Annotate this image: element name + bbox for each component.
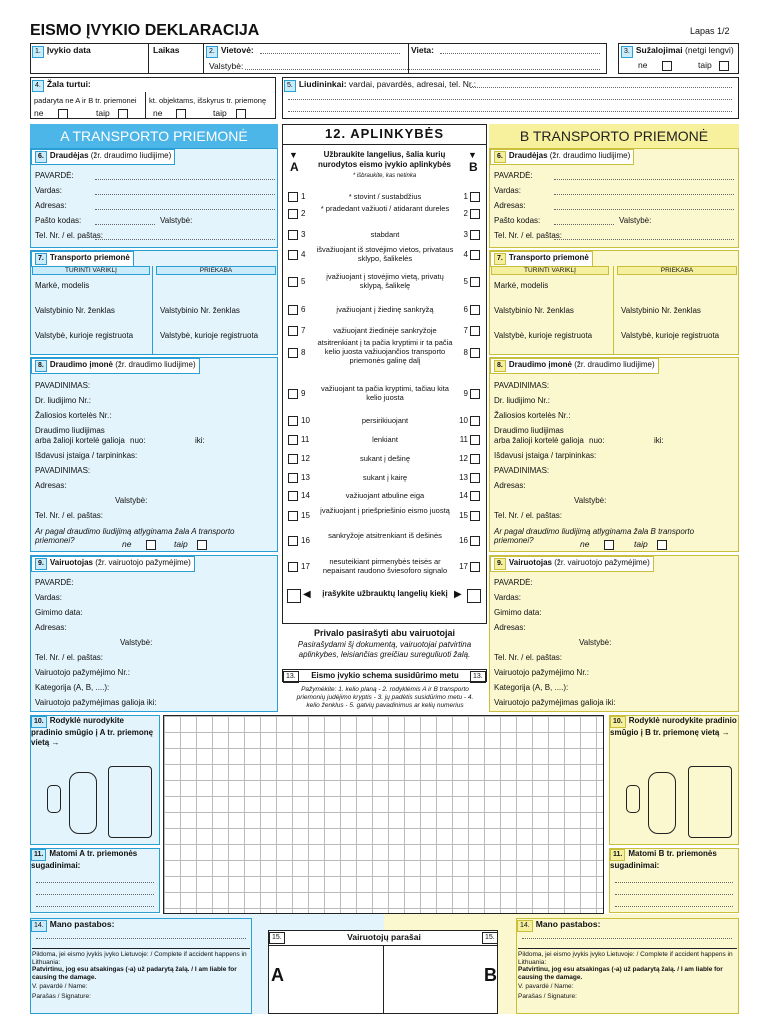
a-driver-field: Gimimo data: bbox=[35, 608, 83, 617]
circumstance-3-text: stabdant bbox=[370, 230, 400, 239]
b-circumstance-10-checkbox[interactable] bbox=[470, 416, 480, 426]
a-insurer-no-checkbox[interactable] bbox=[146, 540, 156, 550]
b-insured-field: Adresas: bbox=[494, 201, 526, 210]
circumstance-5-text: įvažiuojant į stovėjimo vietą, privatų sklypą, šalikelę bbox=[326, 272, 444, 290]
b-insured-field: Tel. Nr. / el. paštas: bbox=[494, 231, 563, 240]
b-insurer-field: Draudimo liudijimas bbox=[494, 426, 564, 435]
damage-object-no-checkbox[interactable] bbox=[176, 109, 186, 119]
count-instruction: įrašykite užbrauktų langelių kiekį bbox=[322, 589, 448, 598]
a-circumstance-17-checkbox[interactable] bbox=[288, 562, 298, 572]
circumstance-13-text: sukant į kairę bbox=[362, 473, 408, 482]
b-car-icon bbox=[648, 772, 676, 834]
spot-label: Vieta: bbox=[411, 45, 434, 55]
b-circumstance-7-checkbox[interactable] bbox=[470, 326, 480, 336]
a-insured-input[interactable] bbox=[95, 179, 275, 180]
page-title: EISMO ĮVYKIO DEKLARACIJA bbox=[30, 22, 260, 39]
a-driver-field: Vardas: bbox=[35, 593, 62, 602]
accident-sketch-grid[interactable] bbox=[163, 715, 604, 914]
b-insured-field: Vardas: bbox=[494, 186, 521, 195]
b-insurer-field: Adresas: bbox=[494, 481, 526, 490]
b-insured-input[interactable] bbox=[554, 239, 734, 240]
a-insured-input[interactable] bbox=[95, 209, 275, 210]
sign-title: Privalo pasirašyti abu vairuotojai bbox=[313, 628, 456, 638]
a-insured-field: PAVARDĖ: bbox=[35, 171, 74, 180]
a-down-arrow-icon: ▼ bbox=[289, 150, 298, 160]
a-insurer-field: PAVADINIMAS: bbox=[35, 466, 91, 475]
b-circumstance-4-checkbox[interactable] bbox=[470, 250, 480, 260]
signature-a-label: A bbox=[271, 965, 284, 985]
b-insurer-field: Tel. Nr. / el. paštas: bbox=[494, 511, 563, 520]
circumstance-15-text: įvažiuojant į priešpriešinio eismo juostą bbox=[320, 506, 450, 515]
a-circumstance-1-checkbox[interactable] bbox=[288, 192, 298, 202]
a-count-box[interactable] bbox=[287, 589, 301, 603]
circumstances-title: 12. APLINKYBĖS bbox=[325, 126, 444, 141]
a-circumstance-4-checkbox[interactable] bbox=[288, 250, 298, 260]
a-insurer-field: Išdavusi įstaiga / tarpininkas: bbox=[35, 451, 138, 460]
b-insurer-field: Dr. liudijimo Nr.: bbox=[494, 396, 551, 405]
b-circumstance-17-checkbox[interactable] bbox=[470, 562, 480, 572]
b-down-arrow-icon: ▼ bbox=[468, 150, 477, 160]
b-make-label: Markė, modelis bbox=[494, 281, 549, 290]
a-insurer-field: PAVADINIMAS: bbox=[35, 381, 91, 390]
a-insurer-field: Adresas: bbox=[35, 481, 67, 490]
b-right-arrow-icon: ▶ bbox=[454, 589, 462, 600]
b-insured-field: Pašto kodas: bbox=[494, 216, 541, 225]
circumstance-8-text: atsitrenkiant į ta pačia kryptimi ir ta pačia kelio juosta važiuojančios transporto priemonės galinę dalį bbox=[317, 338, 453, 365]
a-driver-field: Vairuotojo pažymėjimas galioja iki: bbox=[35, 698, 157, 707]
b-insured-field: PAVARDĖ: bbox=[494, 171, 533, 180]
a-circumstance-15-checkbox[interactable] bbox=[288, 511, 298, 521]
circumstance-9-text: važiuojant ta pačia kryptimi, tačiau kita kelio juosta bbox=[321, 384, 449, 402]
vehicle-b-header: B TRANSPORTO PRIEMONĖ bbox=[489, 124, 739, 148]
a-insured-input[interactable] bbox=[95, 239, 275, 240]
b-circumstance-5-checkbox[interactable] bbox=[470, 277, 480, 287]
a-circumstance-16-checkbox[interactable] bbox=[288, 536, 298, 546]
a-circumstance-7-checkbox[interactable] bbox=[288, 326, 298, 336]
a-circumstance-5-checkbox[interactable] bbox=[288, 277, 298, 287]
b-insurer-field: arba žalioji kortelė galioja bbox=[494, 436, 584, 445]
b-insurer-no-checkbox[interactable] bbox=[604, 540, 614, 550]
b-driver-field: Tel. Nr. / el. paštas: bbox=[494, 653, 563, 662]
damage-object-yes-checkbox[interactable] bbox=[236, 109, 246, 119]
b-driver-field: Gimimo data: bbox=[494, 608, 542, 617]
b-insurer-field: Žaliosios kortelės Nr.: bbox=[494, 411, 571, 420]
b-circumstance-15-checkbox[interactable] bbox=[470, 511, 480, 521]
a-make-label: Markė, modelis bbox=[35, 281, 90, 290]
circumstance-10-text: persirikiuojant bbox=[361, 416, 409, 425]
b-insurer-yes-checkbox[interactable] bbox=[657, 540, 667, 550]
circumstance-17-text: nesuteikiant pirmenybės teisės ar nepaisant raudono šviesoforo signalo bbox=[322, 557, 448, 575]
page-number: Lapas 1/2 bbox=[690, 26, 730, 36]
b-insured-input[interactable] bbox=[554, 224, 614, 225]
circumstance-16-text: sankryžoje atsitrenkiant iš dešinės bbox=[328, 531, 442, 540]
a-insured-field: Pašto kodas: bbox=[35, 216, 82, 225]
a-circumstance-12-checkbox[interactable] bbox=[288, 454, 298, 464]
b-insurer-field: PAVADINIMAS: bbox=[494, 466, 550, 475]
b-driver-field: Vairuotojo pažymėjimas galioja iki: bbox=[494, 698, 616, 707]
b-driver-field: Vardas: bbox=[494, 593, 521, 602]
a-circumstance-10-checkbox[interactable] bbox=[288, 416, 298, 426]
a-insurer-yes-checkbox[interactable] bbox=[197, 540, 207, 550]
circumstance-7-text: važiuojant žiedinėje sankryžoje bbox=[333, 326, 437, 335]
a-driver-field: Adresas: bbox=[35, 623, 67, 632]
circumstance-6-text: įvažiuojant į žiedinę sankryžą bbox=[336, 305, 434, 314]
a-motorcycle-icon bbox=[47, 785, 61, 813]
injuries-yes-checkbox[interactable] bbox=[719, 61, 729, 71]
time-label: Laikas bbox=[153, 45, 180, 55]
a-insurer-field: Žaliosios kortelės Nr.: bbox=[35, 411, 112, 420]
a-insured-field: Tel. Nr. / el. paštas: bbox=[35, 231, 104, 240]
b-count-box[interactable] bbox=[467, 589, 481, 603]
a-circumstance-6-checkbox[interactable] bbox=[288, 305, 298, 315]
circumstance-14-text: važiuojant atbuline eiga bbox=[345, 491, 425, 500]
a-insurer-field: arba žalioji kortelė galioja bbox=[35, 436, 125, 445]
b-circumstance-11-checkbox[interactable] bbox=[470, 435, 480, 445]
a-driver-field: Vairuotojo pažymėjimo Nr.: bbox=[35, 668, 130, 677]
a-insured-input[interactable] bbox=[95, 224, 155, 225]
b-driver-field: Vairuotojo pažymėjimo Nr.: bbox=[494, 668, 589, 677]
vehicle-a-header: A TRANSPORTO PRIEMONĖ bbox=[30, 124, 278, 148]
b-insured-input[interactable] bbox=[554, 194, 734, 195]
a-insurer-field: Draudimo liudijimas bbox=[35, 426, 105, 435]
circumstance-12-text: sukant į dešinę bbox=[359, 454, 411, 463]
a-circumstance-2-checkbox[interactable] bbox=[288, 209, 298, 219]
b-circumstance-9-checkbox[interactable] bbox=[470, 389, 480, 399]
a-circumstance-11-checkbox[interactable] bbox=[288, 435, 298, 445]
b-circumstance-2-checkbox[interactable] bbox=[470, 209, 480, 219]
a-insurer-field: Tel. Nr. / el. paštas: bbox=[35, 511, 104, 520]
b-driver-field: Kategorija (A, B, ....): bbox=[494, 683, 569, 692]
b-circumstance-13-checkbox[interactable] bbox=[470, 473, 480, 483]
date-label: Įvykio data bbox=[46, 45, 91, 55]
b-insurer-field: Išdavusi įstaiga / tarpininkas: bbox=[494, 451, 597, 460]
b-motorcycle-icon bbox=[626, 785, 640, 813]
b-circumstance-16-checkbox[interactable] bbox=[470, 536, 480, 546]
a-insurer-field: Dr. liudijimo Nr.: bbox=[35, 396, 92, 405]
a-insured-field: Adresas: bbox=[35, 201, 67, 210]
injuries-no-checkbox[interactable] bbox=[662, 61, 672, 71]
circumstances-instruction: Užbraukite langelius, šalia kurių nurodytos eismo įvykio aplinkybės bbox=[318, 150, 451, 169]
a-circumstance-9-checkbox[interactable] bbox=[288, 389, 298, 399]
circumstance-2-text: * pradedant važiuoti / atidarant dureles bbox=[320, 204, 450, 213]
b-insured-input[interactable] bbox=[554, 179, 734, 180]
a-car-icon bbox=[69, 772, 97, 834]
a-truck-icon bbox=[108, 766, 152, 838]
a-circumstance-13-checkbox[interactable] bbox=[288, 473, 298, 483]
b-circumstance-14-checkbox[interactable] bbox=[470, 491, 480, 501]
a-driver-field: PAVARDĖ: bbox=[35, 578, 74, 587]
b-driver-field: PAVARDĖ: bbox=[494, 578, 533, 587]
b-circumstance-12-checkbox[interactable] bbox=[470, 454, 480, 464]
place-label: Vietovė: bbox=[220, 45, 254, 55]
b-insurer-field: PAVADINIMAS: bbox=[494, 381, 550, 390]
circumstance-1-text: * stovint / sustabdžius bbox=[348, 192, 422, 201]
a-circumstance-14-checkbox[interactable] bbox=[288, 491, 298, 501]
a-circumstance-3-checkbox[interactable] bbox=[288, 230, 298, 240]
a-driver-field: Kategorija (A, B, ....): bbox=[35, 683, 110, 692]
state-label: Valstybė: bbox=[209, 61, 244, 71]
b-insured-input[interactable] bbox=[554, 209, 734, 210]
b-circumstance-6-checkbox[interactable] bbox=[470, 305, 480, 315]
damage-vehicle-yes-checkbox[interactable] bbox=[118, 109, 128, 119]
b-circumstance-8-checkbox[interactable] bbox=[470, 348, 480, 358]
b-driver-field: Adresas: bbox=[494, 623, 526, 632]
circumstance-11-text: lenkiant bbox=[372, 435, 398, 444]
a-insured-field: Vardas: bbox=[35, 186, 62, 195]
a-driver-field: Tel. Nr. / el. paštas: bbox=[35, 653, 104, 662]
a-circumstance-8-checkbox[interactable] bbox=[288, 348, 298, 358]
b-circumstance-3-checkbox[interactable] bbox=[470, 230, 480, 240]
b-truck-icon bbox=[688, 766, 732, 838]
damage-vehicle-no-checkbox[interactable] bbox=[58, 109, 68, 119]
signature-b-label: B bbox=[484, 965, 497, 985]
a-insured-input[interactable] bbox=[95, 194, 275, 195]
circumstance-4-text: išvažiuojant iš stovėjimo vietos, privataus sklypo, šalikelės bbox=[316, 245, 454, 263]
b-circumstance-1-checkbox[interactable] bbox=[470, 192, 480, 202]
a-left-arrow-icon: ◀ bbox=[303, 589, 311, 600]
